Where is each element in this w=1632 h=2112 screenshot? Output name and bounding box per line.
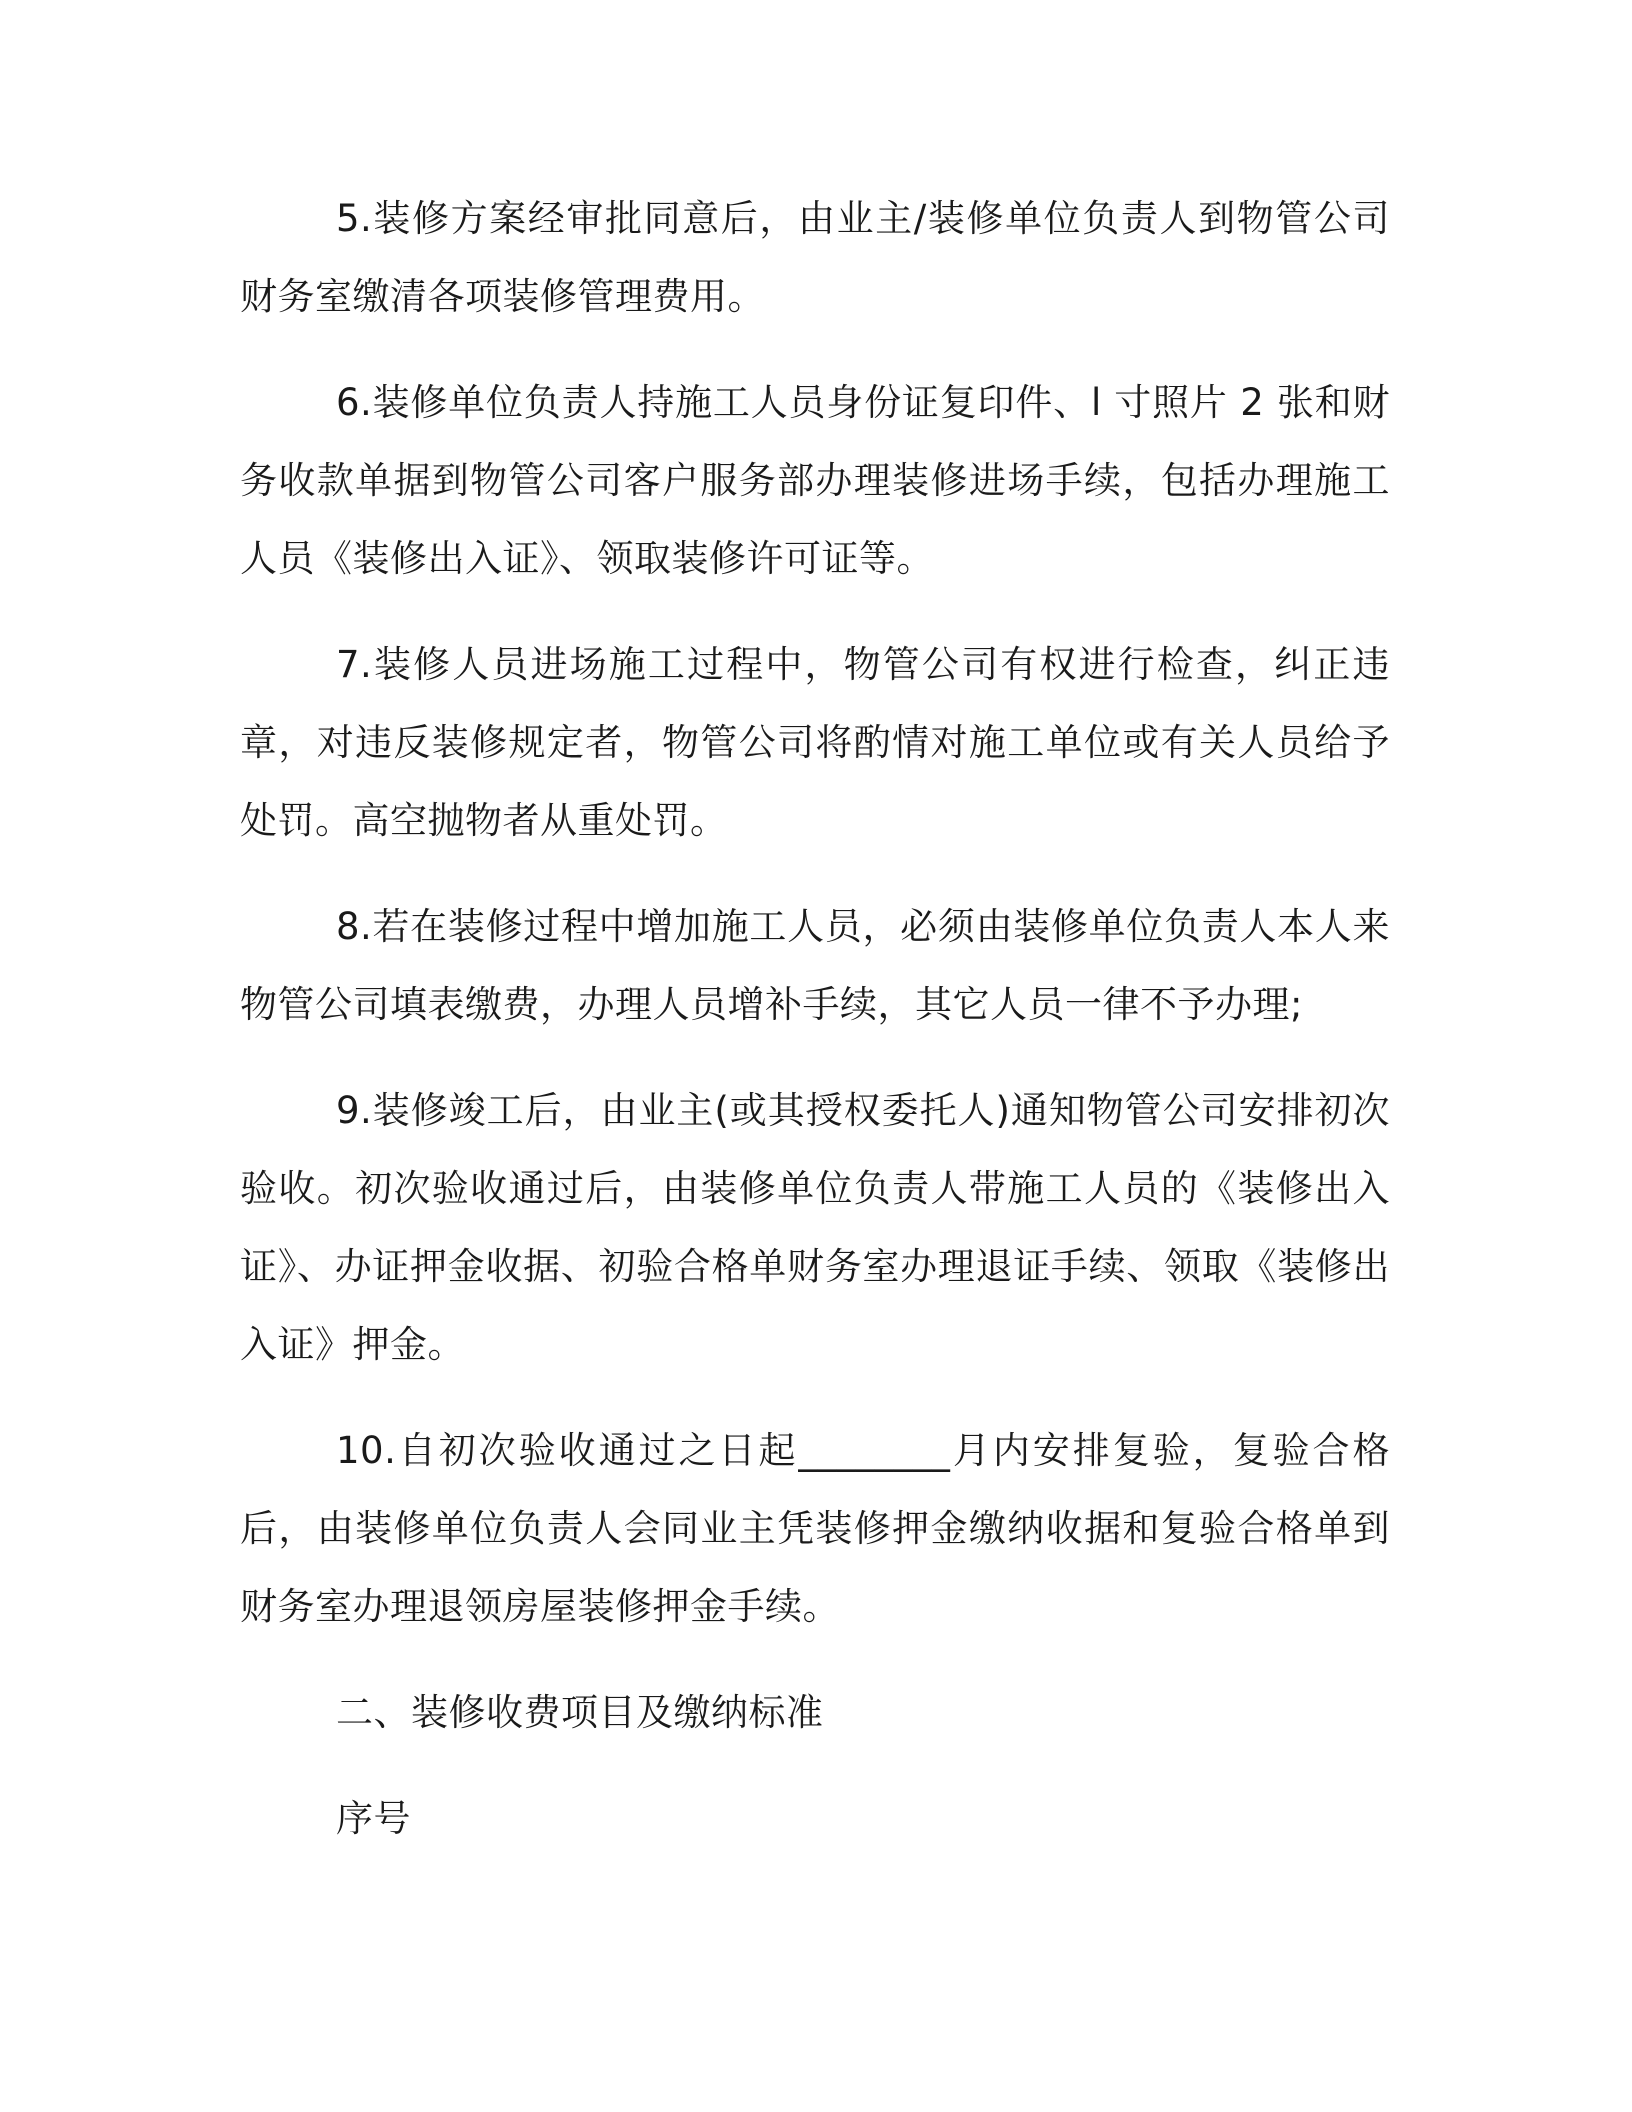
paragraph-9: 9.装修竣工后，由业主(或其授权委托人)通知物管公司安排初次验收。初次验收通过后，由装修单位负责人带施工人员的《装修出入证》、办证押金收据、初验合格单财务室办理退证手续、领取《装修出入证》押金。 xyxy=(240,1089,1390,1366)
paragraph-5: 5.装修方案经审批同意后，由业主/装修单位负责人到物管公司财务室缴清各项装修管理费用。 xyxy=(240,197,1390,318)
paragraph-8: 8.若在装修过程中增加施工人员，必须由装修单位负责人本人来物管公司填表缴费，办理人员增补手续，其它人员一律不予办理; xyxy=(240,905,1390,1026)
paragraph-6: 6.装修单位负责人持施工人员身份证复印件、l 寸照片 2 张和财务收款单据到物管公司客户服务部办理装修进场手续，包括办理施工人员《装修出入证》、领取装修许可证等。 xyxy=(240,381,1390,580)
section-heading: 二、装修收费项目及缴纳标准 xyxy=(336,1691,824,1734)
paragraph-7: 7.装修人员进场施工过程中，物管公司有权进行检查，纠正违章，对违反装修规定者，物管公司将酌情对施工单位或有关人员给予处罚。高空抛物者从重处罚。 xyxy=(240,643,1390,842)
table-label: 序号 xyxy=(336,1797,411,1840)
document-body xyxy=(240,180,1390,1886)
paragraph-10: 10.自初次验收通过之日起________月内安排复验，复验合格后，由装修单位负责人会同业主凭装修押金缴纳收据和复验合格单到财务室办理退领房屋装修押金手续。 xyxy=(240,1429,1390,1628)
